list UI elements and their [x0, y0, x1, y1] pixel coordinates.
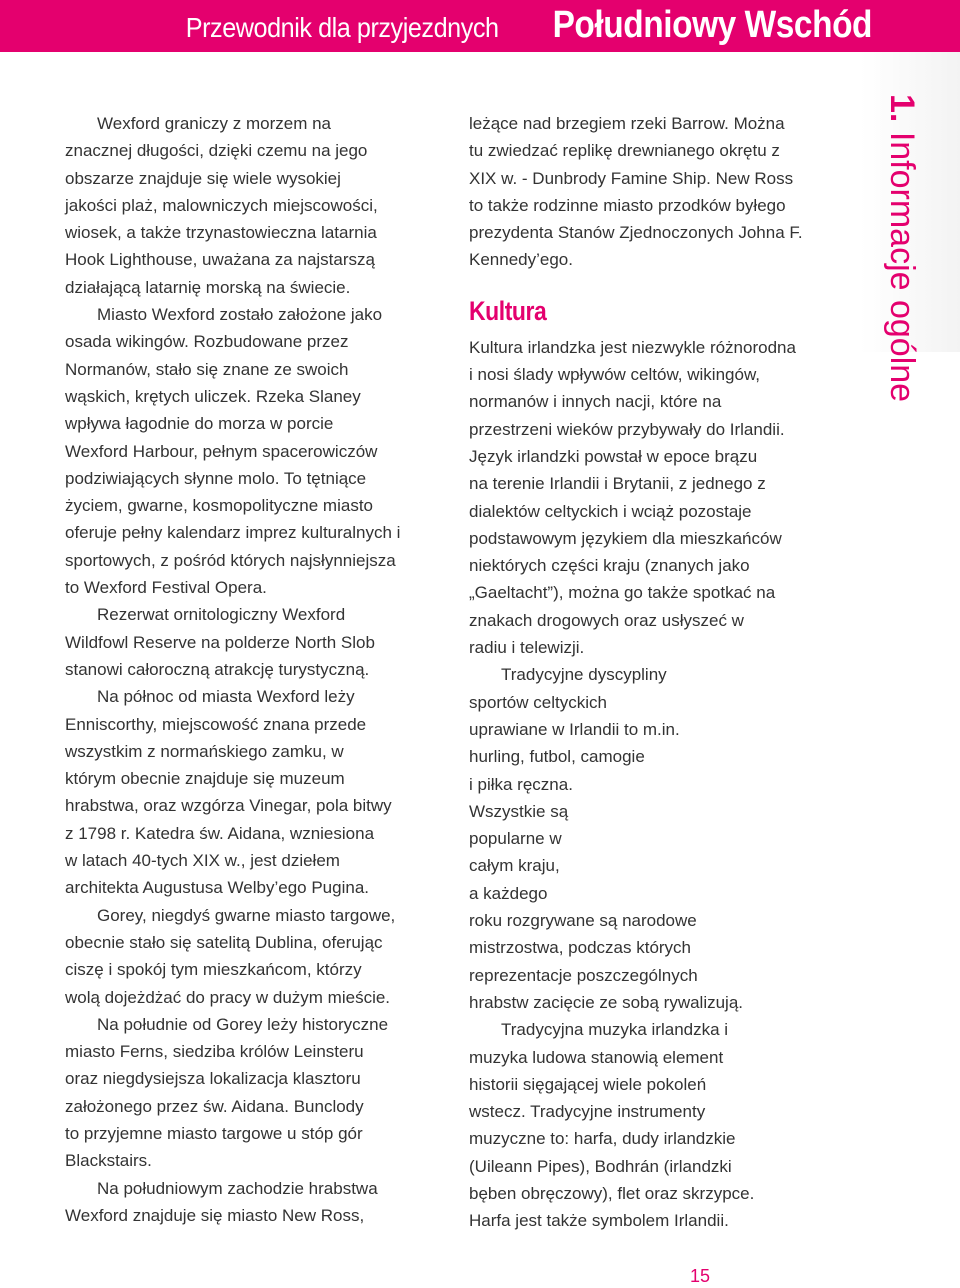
- intro-paragraph: [469, 110, 849, 274]
- text-line: hrabstwa, oraz wzgórza Vinegar, pola bitwy: [65, 796, 392, 816]
- text-line: wolą dojeżdżać do pracy w dużym mieście.: [65, 987, 391, 1007]
- chapter-title: Informacje ogólne: [883, 131, 921, 403]
- text-line: (Uileann Pipes), Bodhrán (irlandzki: [469, 1156, 732, 1176]
- text-line: Miasto Wexford zostało założone jako: [97, 305, 383, 325]
- text-line: ciszę i spokój tym mieszkańcom, którzy: [65, 960, 362, 980]
- text-line: jakości plaż, malowniczych miejscowości,: [65, 195, 378, 215]
- paragraph: [65, 683, 445, 901]
- header-title: [151, 4, 872, 48]
- text-line: Hook Lighthouse, uważana za najstarszą: [65, 250, 375, 270]
- page-number: 15: [690, 1266, 711, 1286]
- text-line: mistrzostwa, podczas których: [469, 938, 692, 958]
- paragraph: [65, 301, 445, 601]
- header-bar: [0, 0, 960, 52]
- text-line: i nosi ślady wpływów celtów, wikingów,: [469, 365, 761, 385]
- text-line: znakach drogowych oraz usłyszeć w: [469, 610, 744, 630]
- text-line: wiosek, a także trzynastowieczna latarnia: [65, 223, 377, 243]
- text-line: hurling, futbol, camogie: [469, 747, 645, 767]
- text-line: to także rodzinne miasto przodków byłego: [469, 195, 786, 215]
- text-line: sportów celtyckich: [469, 692, 607, 712]
- text-line: którym obecnie znajduje się muzeum: [65, 769, 345, 789]
- paragraph: [65, 601, 445, 683]
- chapter-side-label: [882, 94, 922, 403]
- text-line: obecnie stało się satelitą Dublina, oferując: [65, 932, 383, 952]
- paragraph: [65, 1011, 445, 1175]
- text-line: podstawowym językiem dla mieszkańców: [469, 528, 782, 548]
- text-line: Wildfowl Reserve na polderze North Slob: [65, 632, 375, 652]
- text-line: życiem, gwarne, kosmopolityczne miasto: [65, 496, 374, 516]
- text-line: Tradycyjne dyscypliny: [501, 665, 667, 685]
- text-line: roku rozgrywane są narodowe: [469, 911, 697, 931]
- paragraph: [65, 110, 445, 301]
- text-line: dialektów celtyckich i wciąż pozostaje: [469, 501, 752, 521]
- text-line: osada wikingów. Rozbudowane przez: [65, 332, 349, 352]
- text-line: całym kraju,: [469, 856, 560, 876]
- text-line: Harfa jest także symbolem Irlandii.: [469, 1211, 729, 1231]
- text-line: Wexford Harbour, pełnym spacerowiczów: [65, 441, 378, 461]
- paragraph: [469, 334, 849, 662]
- text-line: Na południowym zachodzie hrabstwa: [97, 1178, 378, 1198]
- paragraph: [65, 1175, 445, 1230]
- text-line: Normanów, stało się znane ze swoich: [65, 359, 349, 379]
- text-line: znacznej długości, dzięki czemu na jego: [65, 141, 368, 161]
- chapter-number: 1.: [883, 94, 921, 123]
- text-line: oraz niegdysiejsza lokalizacja klasztoru: [65, 1069, 361, 1089]
- text-line: podziwiających słynne molo. To tętniące: [65, 468, 367, 488]
- text-line: bęben obręczowy), flet oraz skrzypce.: [469, 1183, 755, 1203]
- right-column: [469, 110, 849, 1235]
- text-line: normanów i innych nacji, które na: [469, 392, 722, 412]
- text-line: Wexford graniczy z morzem na: [97, 114, 331, 133]
- text-line: Na północ od miasta Wexford leży: [97, 687, 355, 707]
- paragraph: [65, 902, 445, 1011]
- text-line: to przyjemne miasto targowe u stóp gór: [65, 1123, 363, 1143]
- text-line: Kennedy’ego.: [469, 250, 573, 270]
- text-line: Rezerwat ornitologiczny Wexford: [97, 605, 346, 625]
- text-line: wstecz. Tradycyjne instrumenty: [469, 1102, 706, 1122]
- text-line: Język irlandzki powstał w epoce brązu: [469, 446, 758, 466]
- text-line: reprezentacje poszczególnych: [469, 965, 698, 985]
- text-line: Gorey, niegdyś gwarne miasto targowe,: [97, 905, 396, 925]
- text-line: Blackstairs.: [65, 1151, 152, 1171]
- text-line: muzyczne to: harfa, dudy irlandzkie: [469, 1129, 736, 1149]
- text-line: leżące nad brzegiem rzeki Barrow. Można: [469, 114, 785, 133]
- text-line: w latach 40-tych XIX w., jest dziełem: [65, 851, 340, 871]
- paragraph: [469, 1016, 849, 1234]
- text-line: Kultura irlandzka jest niezwykle różnorodna: [469, 337, 796, 357]
- text-line: niektórych części kraju (znanych jako: [469, 556, 750, 576]
- guide-subtitle: Przewodnik dla przyjezdnych: [186, 12, 499, 43]
- text-line: Enniscorthy, miejscowość znana przede: [65, 714, 367, 734]
- text-line: miasto Ferns, siedziba królów Leinsteru: [65, 1042, 364, 1062]
- text-line: przestrzeni wieków przybywały do Irlandii.: [469, 419, 785, 439]
- text-line: działającą latarnię morską na świecie.: [65, 277, 351, 297]
- text-line: popularne w: [469, 829, 562, 849]
- text-line: oferuje pełny kalendarz imprez kulturalnych i: [65, 523, 401, 543]
- text-line: prezydenta Stanów Zjednoczonych Johna F.: [469, 223, 803, 243]
- text-line: i piłka ręczna.: [469, 774, 573, 794]
- text-line: wpływa łagodnie do morza w porcie: [65, 414, 334, 434]
- text-line: wąskich, krętych uliczek. Rzeka Slaney: [65, 386, 361, 406]
- text-line: Tradycyjna muzyka irlandzka i: [501, 1020, 729, 1040]
- text-line: Wexford znajduje się miasto New Ross,: [65, 1205, 365, 1225]
- text-line: hrabstw zacięcie ze sobą rywalizują.: [469, 992, 744, 1012]
- paragraph: [469, 661, 849, 1016]
- text-line: wszystkim z normańskiego zamku, w: [65, 741, 344, 761]
- text-line: obszarze znajduje się wiele wysokiej: [65, 168, 341, 188]
- text-line: radiu i telewizji.: [469, 638, 585, 658]
- text-line: tu zwiedzać replikę drewnianego okrętu z: [469, 141, 780, 161]
- text-line: XIX w. - Dunbrody Famine Ship. New Ross: [469, 168, 794, 188]
- text-line: historii sięgającej wiele pokoleń: [469, 1074, 707, 1094]
- left-column: [65, 110, 445, 1229]
- text-line: sportowych, z pośród których najsłynniejsza: [65, 550, 396, 570]
- text-line: architekta Augustusa Welby’ego Pugina.: [65, 878, 369, 898]
- text-line: to Wexford Festival Opera.: [65, 578, 267, 598]
- text-line: a każdego: [469, 883, 548, 903]
- text-line: z 1798 r. Katedra św. Aidana, wzniesiona: [65, 823, 375, 843]
- text-line: uprawiane w Irlandii to m.in.: [469, 719, 680, 739]
- text-line: stanowi całoroczną atrakcję turystyczną.: [65, 659, 370, 679]
- text-line: „Gaeltacht”), można go także spotkać na: [469, 583, 776, 603]
- region-title: Południowy Wschód: [552, 4, 872, 46]
- text-line: Wszystkie są: [469, 801, 569, 821]
- text-line: założonego przez św. Aidana. Bunclody: [65, 1096, 364, 1116]
- section-heading-kultura: Kultura: [469, 295, 547, 326]
- text-line: na terenie Irlandii i Brytanii, z jednego z: [469, 474, 766, 494]
- text-line: muzyka ludowa stanowią element: [469, 1047, 724, 1067]
- text-line: Na południe od Gorey leży historyczne: [97, 1014, 389, 1034]
